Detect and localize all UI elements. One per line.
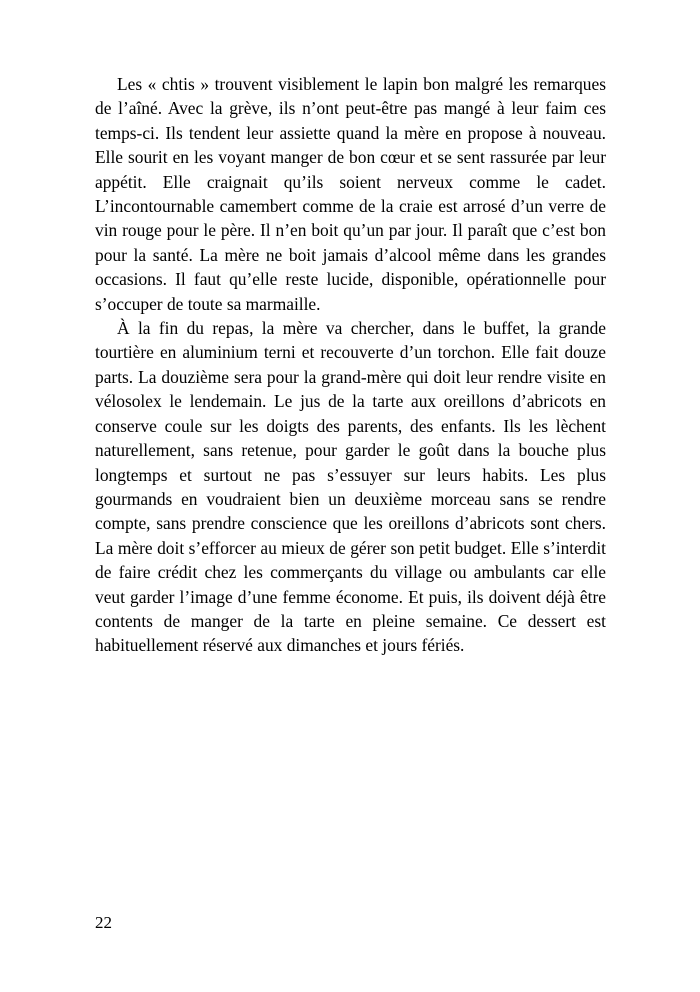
page-number: 22 — [95, 913, 112, 932]
paragraph-2: À la fin du repas, la mère va chercher, dans le buffet, la grande tourtière en aluminium terni et recouverte d’un torchon. Elle fait douze parts. La douzième sera pour la grand-mère qui doit leur rendre visite en vélosolex le lendemain. Le jus de la tarte aux oreillons d’abricots en conserve coule sur les doigts des parents, des enfants. Ils les lèchent naturellement, sans retenue, pour garder le goût dans la bouche plus longtemps et surtout ne pas s’essuyer sur leurs habits. Les plus gourmands en voudraient bien un deuxième morceau sans se rendre compte, sans prendre conscience que les oreillons d’abricots sont chers. La mère doit s’efforcer au mieux de gérer son petit budget. Elle s’interdit de faire crédit chez les commerçants du village ou ambulants car elle veut garder l’image d’une femme économe. Et puis, ils doivent déjà être contents de manger de la tarte en pleine semaine. Ce dessert est habituellement réservé aux dimanches et jours fériés. — [95, 318, 606, 656]
paragraph-1: Les « chtis » trouvent visiblement le lapin bon malgré les remarques de l’aîné. Avec la grève, ils n’ont peut-être pas mangé à leur faim ces temps-ci. Ils tendent leur assiette quand la mère en propose à nouveau. Elle sourit en les voyant manger de bon cœur et se sent rassurée par leur appétit. Elle craignait qu’ils soient nerveux comme le cadet. L’incontournable camembert comme de la craie est arrosé d’un verre de vin rouge pour le père. Il n’en boit qu’un par jour. Il paraît que c’est bon pour la santé. La mère ne boit jamais d’alcool même dans les grandes occasions. Il faut qu’elle reste lucide, disponible, opérationnelle pour s’occuper de toute sa marmaille. — [95, 74, 606, 314]
body-text — [95, 72, 606, 658]
